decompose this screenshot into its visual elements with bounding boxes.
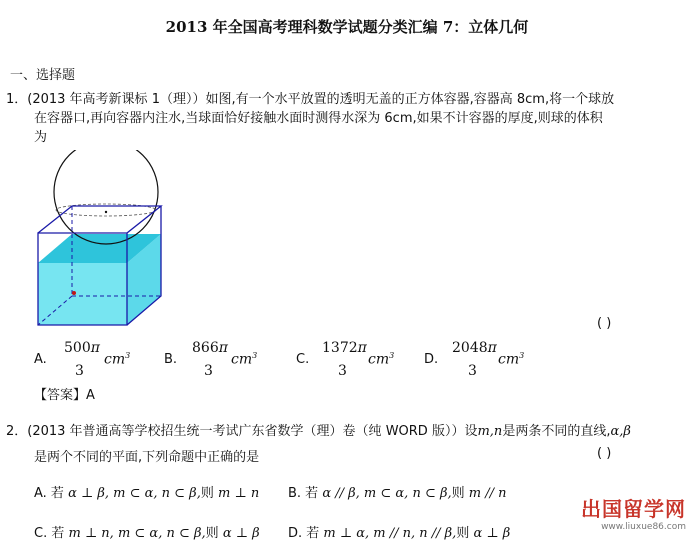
- page-title: 2013 年全国高考理科数学试题分类汇编 7：立体几何: [165, 18, 529, 36]
- q1-option-d-num: 2048π: [452, 340, 497, 356]
- q1-option-b-den: 3: [204, 363, 213, 379]
- sphere-center-point: [105, 211, 107, 213]
- q1-line2: 在容器口,再向容器内注水,当球面恰好接触水面时测得水深为 6cm,如果不计容器的厚度,则球的体积: [34, 111, 603, 126]
- q1-option-c-den: 3: [338, 363, 347, 379]
- q1-option-a-num: 500π: [64, 340, 100, 356]
- watermark-text: 出国留学网: [581, 497, 686, 521]
- q2-option-d: D. 若 m ⊥ α, m // n, n // β,则 α ⊥ β: [288, 526, 511, 541]
- cube-sphere-figure: [34, 150, 174, 330]
- q1-option-b-unit: $cm^3$: [231, 351, 258, 368]
- q1-option-a: [64, 340, 134, 380]
- q1-option-a-den: 3: [75, 363, 84, 379]
- q1-option-c-unit: $cm^3$: [368, 351, 395, 368]
- q1-option-d-label: D.: [424, 352, 439, 367]
- q2-option-a: A. 若 α ⊥ β, m ⊂ α, n ⊂ β,则 m ⊥ n: [34, 486, 260, 501]
- q2-line2: 是两个不同的平面,下列命题中正确的是: [34, 450, 260, 465]
- q1-option-d: [452, 340, 532, 380]
- q1-option-c-num: 1372π: [322, 340, 367, 356]
- q2-line1: 2．(2013 年普通高等学校招生统一考试广东省数学（理）卷（纯 WORD 版））设m,n是两条不同的直线,α,β: [6, 424, 631, 439]
- center-point: [72, 291, 76, 295]
- q1-answer: 【答案】A: [34, 388, 95, 403]
- q1-line3: 为: [34, 130, 48, 145]
- q1-option-b-label: B.: [164, 352, 178, 367]
- watermark-url: www.liuxue86.com: [601, 522, 686, 532]
- q1-option-b-num: 866π: [192, 340, 228, 356]
- q2-answer-paren: ( ): [597, 446, 612, 461]
- q2-option-b: B. 若 α // β, m ⊂ α, n ⊂ β,则 m // n: [288, 486, 507, 501]
- q2-option-c: C. 若 m ⊥ n, m ⊂ α, n ⊂ β,则 α ⊥ β: [34, 526, 260, 541]
- q1-option-d-den: 3: [468, 363, 477, 379]
- q1-option-c-label: C.: [296, 352, 310, 367]
- q1-option-c: [322, 340, 402, 380]
- water-front: [38, 263, 127, 325]
- q1-answer-paren: ( ): [597, 316, 612, 331]
- section-heading: 一、选择题: [10, 68, 76, 83]
- q1-option-a-label: A.: [34, 352, 47, 367]
- watermark: [581, 493, 686, 532]
- q1-option-a-unit: $cm^3$: [104, 351, 131, 368]
- q1-line1: 1．(2013 年高考新课标 1（理））如图,有一个水平放置的透明无盖的正方体容器,容器高 8cm,将一个球放: [6, 92, 615, 107]
- q1-option-d-unit: $cm^3$: [498, 351, 525, 368]
- q1-option-b: [192, 340, 262, 380]
- sphere: [54, 150, 158, 244]
